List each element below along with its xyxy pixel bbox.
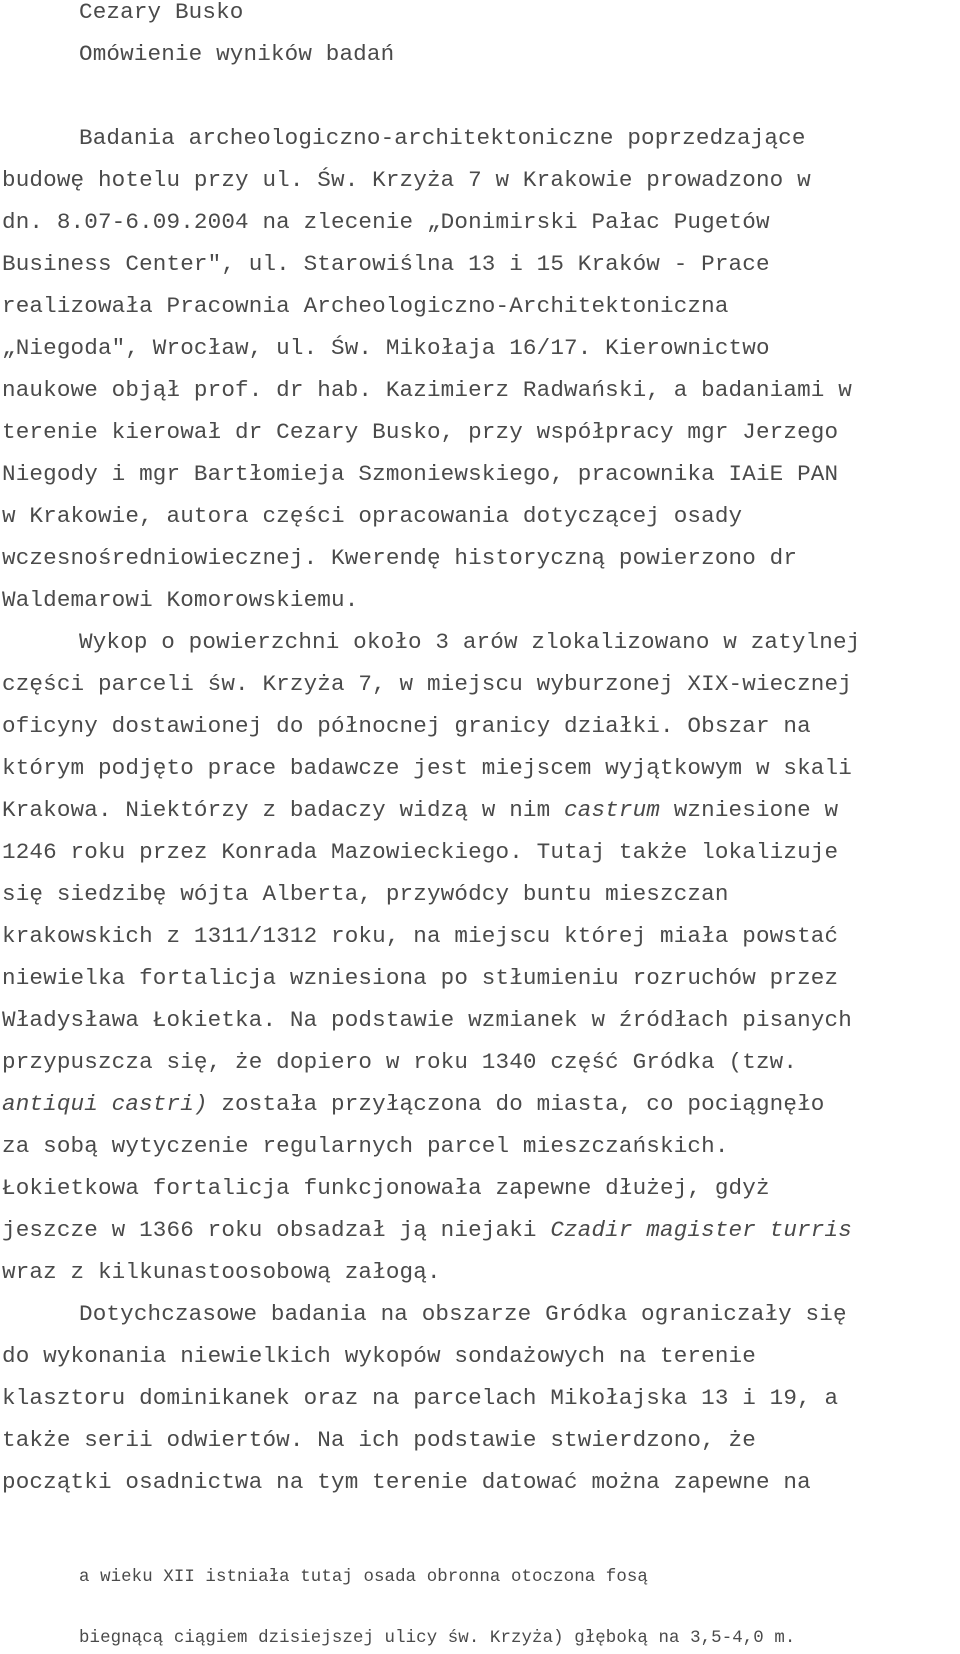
text-line: Wykop o powierzchni około 3 arów zlokalizowano w zatylnej (79, 629, 861, 655)
text-line: niewielka fortalicja wzniesiona po stłumieniu rozruchów przez (2, 965, 839, 991)
text-line: początki osadnictwa na tym terenie datować można zapewne na (2, 1469, 811, 1495)
text-line: dn. 8.07-6.09.2004 na zlecenie „Donimirski Pałac Pugetów (2, 209, 770, 235)
text-line: Niegody i mgr Bartłomieja Szmoniewskiego, pracownika IAiE PAN (2, 461, 839, 487)
text-line: antiqui castri) została przyłączona do miasta, co pociągnęło (2, 1091, 825, 1117)
text-line: Łokietkowa fortalicja funkcjonowała zapewne dłużej, gdyż (2, 1175, 770, 1201)
italic-term: antiqui castri) (2, 1091, 208, 1117)
text-line: jeszcze w 1366 roku obsadzał ją niejaki Czadir magister turris (2, 1217, 852, 1243)
italic-term: castrum (564, 797, 661, 823)
small-text-line: biegnącą ciągiem dzisiejszej ulicy św. Krzyża) głęboką na 3,5-4,0 m. (79, 1629, 796, 1648)
text-line: Badania archeologiczno-architektoniczne poprzedzające (79, 125, 806, 151)
text-line: w Krakowie, autora części opracowania dotyczącej osady (2, 503, 743, 529)
italic-term: Czadir magister turris (550, 1217, 852, 1243)
text-line: Dotychczasowe badania na obszarze Gródka ograniczały się (79, 1301, 847, 1327)
document-title: Omówienie wyników badań (79, 41, 395, 67)
text-line: oficyny dostawionej do północnej granicy działki. Obszar na (2, 713, 811, 739)
author-name: Cezary Busko (79, 0, 244, 25)
text-line: części parceli św. Krzyża 7, w miejscu wyburzonej XIX-wiecznej (2, 671, 852, 697)
text-line: Władysława Łokietka. Na podstawie wzmianek w źródłach pisanych (2, 1007, 852, 1033)
text-line: także serii odwiertów. Na ich podstawie stwierdzono, że (2, 1427, 756, 1453)
text-line: krakowskich z 1311/1312 roku, na miejscu której miała powstać (2, 923, 839, 949)
text-line: budowę hotelu przy ul. Św. Krzyża 7 w Krakowie prowadzono w (2, 167, 811, 193)
text-line: Business Center", ul. Starowiślna 13 i 15 Kraków - Prace (2, 251, 770, 277)
small-text-line: a wieku XII istniała tutaj osada obronna otoczona fosą (79, 1568, 648, 1587)
text-line: wczesnośredniowiecznej. Kwerendę historyczną powierzono dr (2, 545, 798, 571)
text-line: 1246 roku przez Konrada Mazowieckiego. Tutaj także lokalizuje (2, 839, 839, 865)
text-line: wraz z kilkunastoosobową załogą. (2, 1259, 441, 1285)
text-line: naukowe objął prof. dr hab. Kazimierz Radwański, a badaniami w (2, 377, 852, 403)
text-line: do wykonania niewielkich wykopów sondażowych na terenie (2, 1343, 756, 1369)
text-line: którym podjęto prace badawcze jest miejscem wyjątkowym w skali (2, 755, 852, 781)
text-line: klasztoru dominikanek oraz na parcelach Mikołajska 13 i 19, a (2, 1385, 839, 1411)
text-line: „Niegoda", Wrocław, ul. Św. Mikołaja 16/17. Kierownictwo (2, 335, 770, 361)
text-line: przypuszcza się, że dopiero w roku 1340 część Gródka (tzw. (2, 1049, 798, 1075)
text-line: Waldemarowi Komorowskiemu. (2, 587, 359, 613)
text-line: realizowała Pracownia Archeologiczno-Architektoniczna (2, 293, 729, 319)
text-line: się siedzibę wójta Alberta, przywódcy buntu mieszczan (2, 881, 729, 907)
text-line: za sobą wytyczenie regularnych parcel mieszczańskich. (2, 1133, 729, 1159)
text-line: terenie kierował dr Cezary Busko, przy współpracy mgr Jerzego (2, 419, 839, 445)
text-line: Krakowa. Niektórzy z badaczy widzą w nim castrum wzniesione w (2, 797, 839, 823)
